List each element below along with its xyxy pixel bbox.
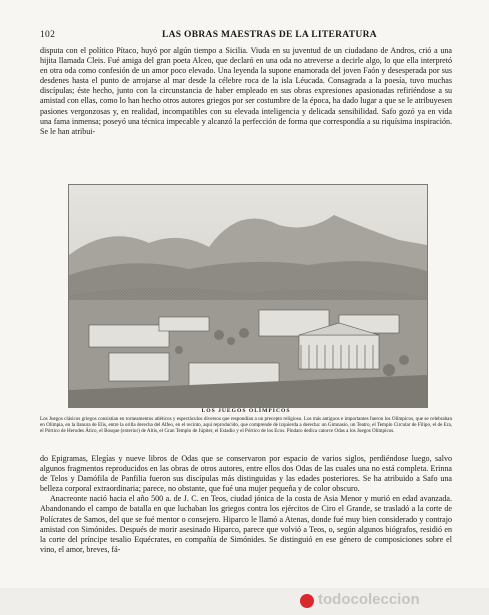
body-text-bottom (40, 454, 452, 555)
brand-dot-icon (300, 594, 314, 608)
paragraph: do Epigramas, Elegías y nueve libros de Odas que se conservaron por espacio de varios siglos, perdiéndose luego, salvo algunos fragmentos reproducidos en las obras de otros autores, entre ellos dos Odas de las cuales una no está completa. Erinna de Telos y Damófila de Panfilia fueron sus discípulas más distinguidas y las edades posteriores. Se ha atribuido a Safo una belleza corporal extraordinaria; parece, no obstante, que fué una mujer pequeña y de color obscuro. (40, 454, 452, 494)
watermark-brand: todocoleccion (318, 591, 420, 608)
running-title: LAS OBRAS MAESTRAS DE LA LITERATURA (162, 30, 377, 40)
page-number: 102 (40, 30, 56, 40)
figure-caption-title: LOS JUEGOS OLÍMPICOS (201, 408, 291, 414)
paragraph: disputa con el político Pítaco, huyó por algún tiempo a Sicilia. Viuda en su juventud de un ciudadano de Andros, crió a una hijita llamada Cleis. Fué amiga del gran poeta Alceo, que declaró en una oda no atreverse a decirle algo, lo que ella interpretó en otra oda como confesión de un amor poco elevado. Una leyenda la supone enamorada del joven Faón y desesperada por sus desdenes hasta el punto de arrojarse al mar desde la célebre roca de la isla Léucada. Consagrada a la poesía, tuvo muchas discípulas; éste hecho, junto con la circunstancia de haber empleado en sus obras expresiones apasionadas refiriéndose a su amistad con ellas, como lo han hecho otros autores griegos por ser costumbre de la época, ha dado lugar a que se le atribuyesen pasiones vergonzosas y, en realidad, incompatibles con su elevada inteligencia y delicada sensibilidad. Safo gozó ya en vida una fama inmensa; poseyó una técnica impecable y alcanzó la perfección de forma que correspondía a su riquísima inspiración. Se le han atribui- (40, 46, 452, 136)
paragraph: Anacreonte nació hacia el año 500 a. de J. C. en Teos, ciudad jónica de la costa de Asia Menor y murió en edad avanzada. Abandonando el campo de batalla en que luchaban los griegos contra los ejércitos de Ciro el Grande, se trasladó a la corte de Polícrates de Samos, del que se fué mentor o consejero. Hiparco le llamó a Atenas, donde fué muy bien considerado y contrajo amistad con Simónides. Después de morir asesinado Hiparco, parece que volvió a Teos, o, según algunos biógrafos, residió en la corte del príncipe tesalio Equécrates, en compañía de Simónides. Se distinguió en ese género de composiciones sobre el vino, el amor, breves, fá- (40, 494, 452, 554)
figure-engraving (68, 184, 428, 408)
page-header (40, 30, 452, 42)
watermark-bar (0, 588, 489, 615)
olympia-engraving-image (69, 185, 427, 407)
figure-caption: Los Juegos clásicos griegos consistían en torneamentos atléticos y espectáculos diversos que respondían a un precepto religioso. Los más antiguos e importantes fueron los Olímpicos, que se celebraban en Olimpia, en la llanura de Elis, entre la orilla derecha del Alfeo, en el recinto, aquí reproducido, que comprende de izquierda a derecha: un Gimnasio, un Teatro, el Templo Circular de Filipo, el de Era, el Pórtico de Herodes Ático, el Bosque (exterior) de Altis, el Gran Templo de Júpiter, el Estadio y el Pórtico de los Ecos. Píndaro dedica catorce Odas a los Juegos Olímpicos. (40, 416, 452, 435)
body-text-top (40, 46, 452, 137)
